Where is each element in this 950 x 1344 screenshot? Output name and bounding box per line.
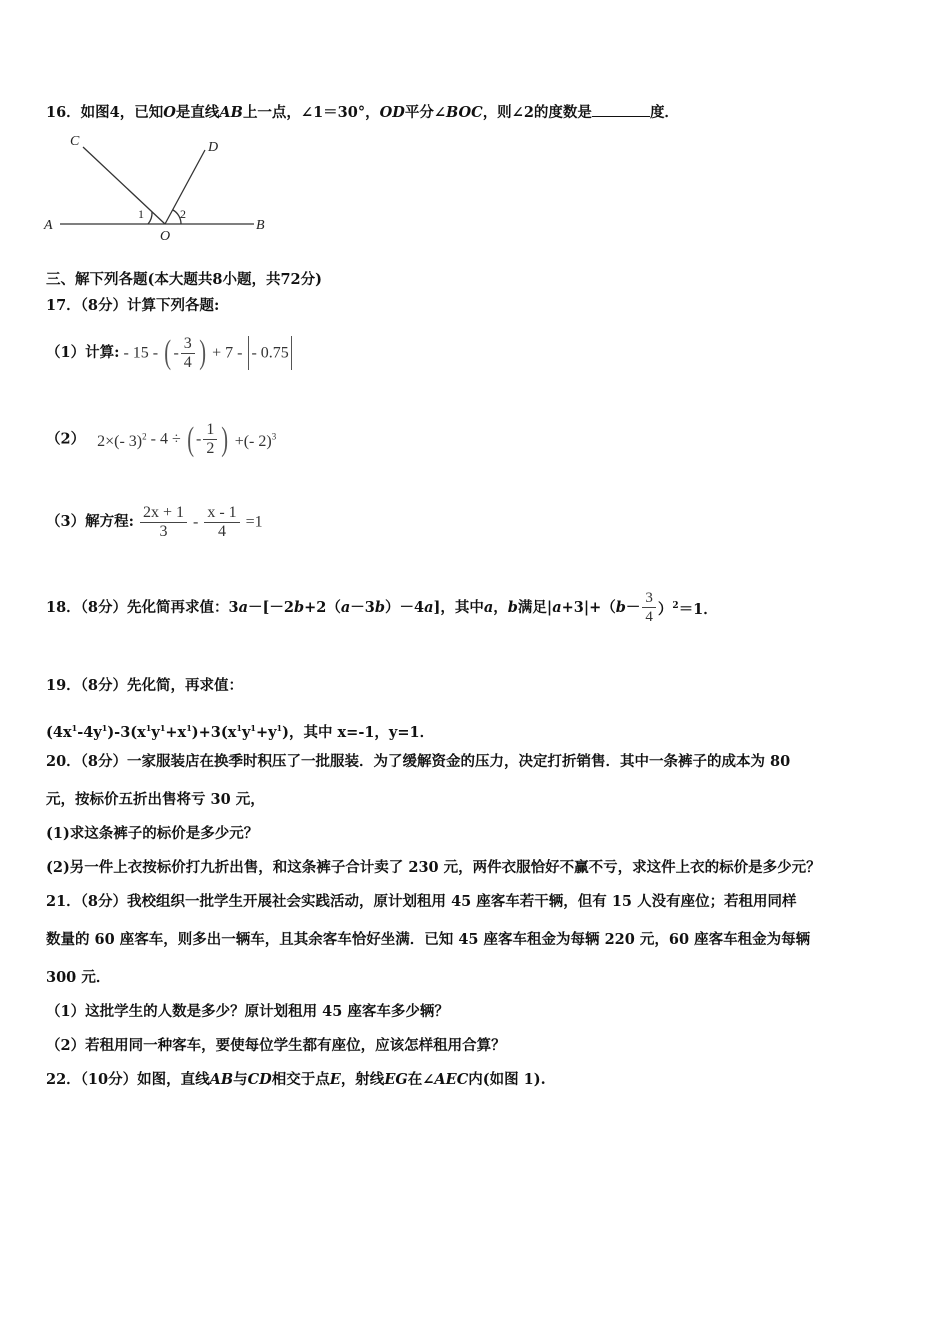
question-21-line-3: 300 元． (46, 969, 111, 986)
fraction-3-4: $\frac{3}{4}$ (181, 335, 195, 372)
question-20-line-2: 元，按标价五折出售将亏 30 元， (46, 791, 265, 808)
figure-4-diagram (40, 128, 280, 243)
paren-right: ) (199, 334, 206, 372)
label-C: C (70, 134, 80, 149)
question-21-line-2: 数量的 60 座客车，则多出一辆车，且其余客车恰好坐满．已知 45 座客车租金为每辆 220 元，60 座客车租金为每辆 (46, 931, 811, 948)
question-18: 18．（8分）先化简再求值：3a－[－2b+2（a－3b）－4a]，其中a，b满足|a+3|+（b－ $\frac{3}{4}$ ）$^2$＝1． (46, 590, 718, 626)
question-21-line-1: 21．（8分）我校组织一批学生开展社会实践活动，原计划租用 45 座客车若干辆，但有 15 人没有座位；若租用同样 (46, 893, 797, 910)
angle-1-arc (148, 212, 152, 224)
label-B: B (256, 218, 265, 233)
label-D: D (208, 140, 219, 155)
paren-right: ) (221, 420, 229, 458)
question-17-part-1: （1）计算: - 15 - ( - $\frac{3}{4}$ ) + 7 - - 0.75 (46, 334, 294, 372)
label-2: 2 (180, 207, 186, 221)
question-21-line-4: （1）这批学生的人数是多少？原计划租用 45 座客车多少辆？ (46, 1003, 449, 1020)
label-O: O (160, 229, 171, 243)
paren-left: ( (186, 420, 194, 458)
question-17-part-3: （3）解方程: $\frac{2x + 1}{3}$ - $\frac{x - 1}{4}$ =1 (46, 503, 263, 540)
fraction-x-minus-1-over-4: $\frac{x - 1}{4}$ (204, 504, 239, 541)
label-A: A (44, 218, 53, 233)
question-19-title: 19．（8分）先化简，再求值： (46, 677, 244, 694)
label-1: 1 (138, 207, 144, 221)
section-3-heading: 三、解下列各题(本大题共8小题，共72分) (46, 271, 322, 288)
fraction-1-2: $\frac{1}{2}$ (203, 421, 217, 458)
answer-blank (592, 102, 650, 117)
paren-left: ( (164, 334, 172, 372)
fraction-2x-plus-1-over-3: $\frac{2x + 1}{3}$ (140, 504, 187, 541)
fraction-3-4: $\frac{3}{4}$ (642, 589, 656, 626)
abs-bar-right (291, 336, 292, 370)
ray-OC (83, 147, 165, 224)
question-20-line-1: 20．（8分）一家服装店在换季时积压了一批服装．为了缓解资金的压力，决定打折销售．其中一条裤子的成本为 80 (46, 753, 791, 770)
question-17-part-2: （2） 2×(- 3)$^2$ - 4 ÷ ( - $\frac{1}{2}$ ) +(- 2)$^3$ (46, 420, 277, 458)
question-21-line-5: （2）若租用同一种客车，要使每位学生都有座位，应该怎样租用合算？ (46, 1037, 506, 1054)
question-16: 16．如图4，已知O是直线AB上一点，∠1＝30°，OD平分∠BOC，则∠2的度数是 度． (46, 104, 679, 121)
question-19-expression: $(4x^1-4y^1)-3(x^1y^1+x^1)+3(x^1y^1+y^1)$，其中 x=-1，y=1． (46, 723, 435, 741)
question-20-line-3: (1)求这条裤子的标价是多少元？ (46, 825, 259, 842)
question-17-title: 17．（8分）计算下列各题: (46, 297, 220, 314)
question-20-line-4: (2)另一件上衣按标价打九折出售，和这条裤子合计卖了 230 元，两件衣服恰好不赢不亏，求这件上衣的标价是多少元？ (46, 859, 821, 876)
question-22: 22．（10分）如图，直线AB与CD相交于点E，射线EG在∠AEC内(如图 1). (46, 1071, 546, 1088)
abs-bar-left (248, 336, 249, 370)
